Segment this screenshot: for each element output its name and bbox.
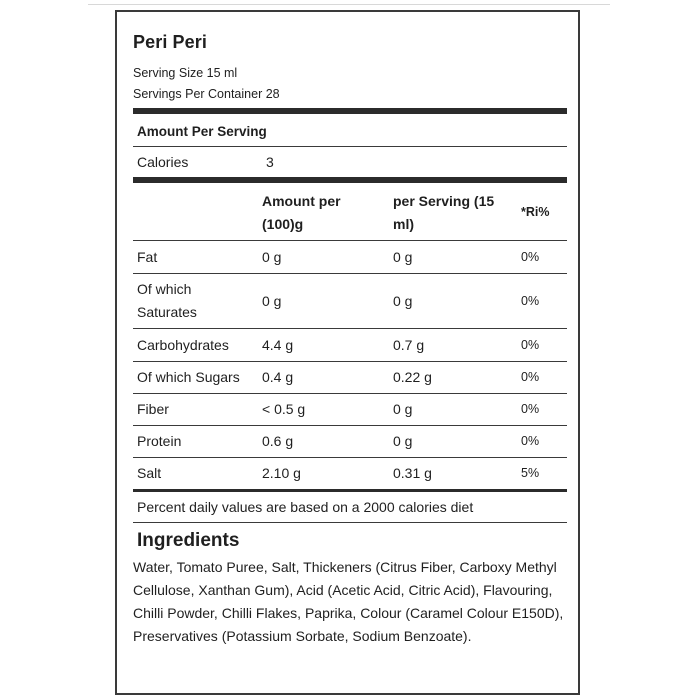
nutrient-perserving: 0.7 g [393,336,425,353]
nutrient-name: Fiber [137,401,169,417]
nutrient-name: Carbohydrates [137,336,229,353]
nutrient-per100: 0.6 g [262,433,294,449]
nutrient-ri: 0% [521,249,540,264]
nutrient-ri: 0% [521,337,540,352]
nutrient-per100: 4.4 g [262,336,294,353]
empty-header-cell [133,183,262,240]
nutrient-ri: 0% [521,293,540,308]
table-row [133,394,567,425]
nutrient-ri: 0% [521,434,540,448]
nutrition-label [133,24,567,648]
per100-header-line2: (100)g [262,216,304,232]
nutrient-per100: 0 g [262,292,282,309]
nutrient-name: Fat [137,248,158,265]
column-header-row [133,183,567,240]
table-row [133,458,567,489]
nutrient-per100: 2.10 g [262,465,301,481]
table-row [133,241,567,273]
nutrient-ri: 0% [521,370,540,384]
nutrient-name-line1: Of which [137,281,192,297]
top-divider [88,0,610,5]
daily-values-footnote: Percent daily values are based on a 2000 calories diet [137,499,474,515]
nutrient-name: Protein [137,433,182,449]
nutrient-perserving: 0.31 g [393,465,432,481]
table-row [133,274,567,328]
per100-header-line1: Amount per [262,193,341,209]
perserving-header-line2: ml) [393,216,414,232]
nutrient-per100: 0.4 g [262,369,294,385]
amount-per-serving-heading: Amount Per Serving [137,124,267,139]
table-row [133,426,567,457]
nutrient-per100: 0 g [262,248,282,265]
per100-header [262,183,393,240]
perserving-header [393,183,521,240]
nutrient-perserving: 0 g [393,433,413,449]
servings-per-container: Servings Per Container 28 [133,87,280,101]
nutrient-name: Of which Sugars [137,369,240,385]
calories-value: 3 [266,154,274,170]
table-row [133,362,567,393]
nutrient-perserving: 0 g [393,292,413,309]
nutrient-name-line2: Saturates [137,304,197,320]
calories-row [133,147,567,177]
nutrient-perserving: 0 g [393,248,413,265]
perserving-header-line1: per Serving (15 [393,193,495,209]
serving-size: Serving Size 15 ml [133,66,238,80]
serving-info [133,63,567,105]
nutrient-perserving: 0 g [393,401,413,417]
ingredients-text: Water, Tomato Puree, Salt, Thickeners (Citrus Fiber, Carboxy Methyl Cellulose, Xanthan Gum), Acid (Acetic Acid, Citric Acid), Flavouring, Chilli Powder, Chilli Flakes, Paprika, Colour (Caramel Colour E150D), Preservatives (Potassium Sorbate, Sodium Benzoate). [133,559,564,644]
nutrient-name: Salt [137,465,162,481]
nutrient-per100: < 0.5 g [262,401,306,417]
nutrient-name [133,278,262,324]
nutrient-ri: 5% [521,466,540,480]
table-row [133,329,567,361]
product-title: Peri Peri [133,32,207,52]
divider [133,522,567,523]
ri-header: *Ri% [521,205,550,219]
calories-label: Calories [137,154,189,170]
nutrient-ri: 0% [521,402,540,416]
ingredients-heading: Ingredients [137,530,240,551]
nutrient-perserving: 0.22 g [393,369,432,385]
